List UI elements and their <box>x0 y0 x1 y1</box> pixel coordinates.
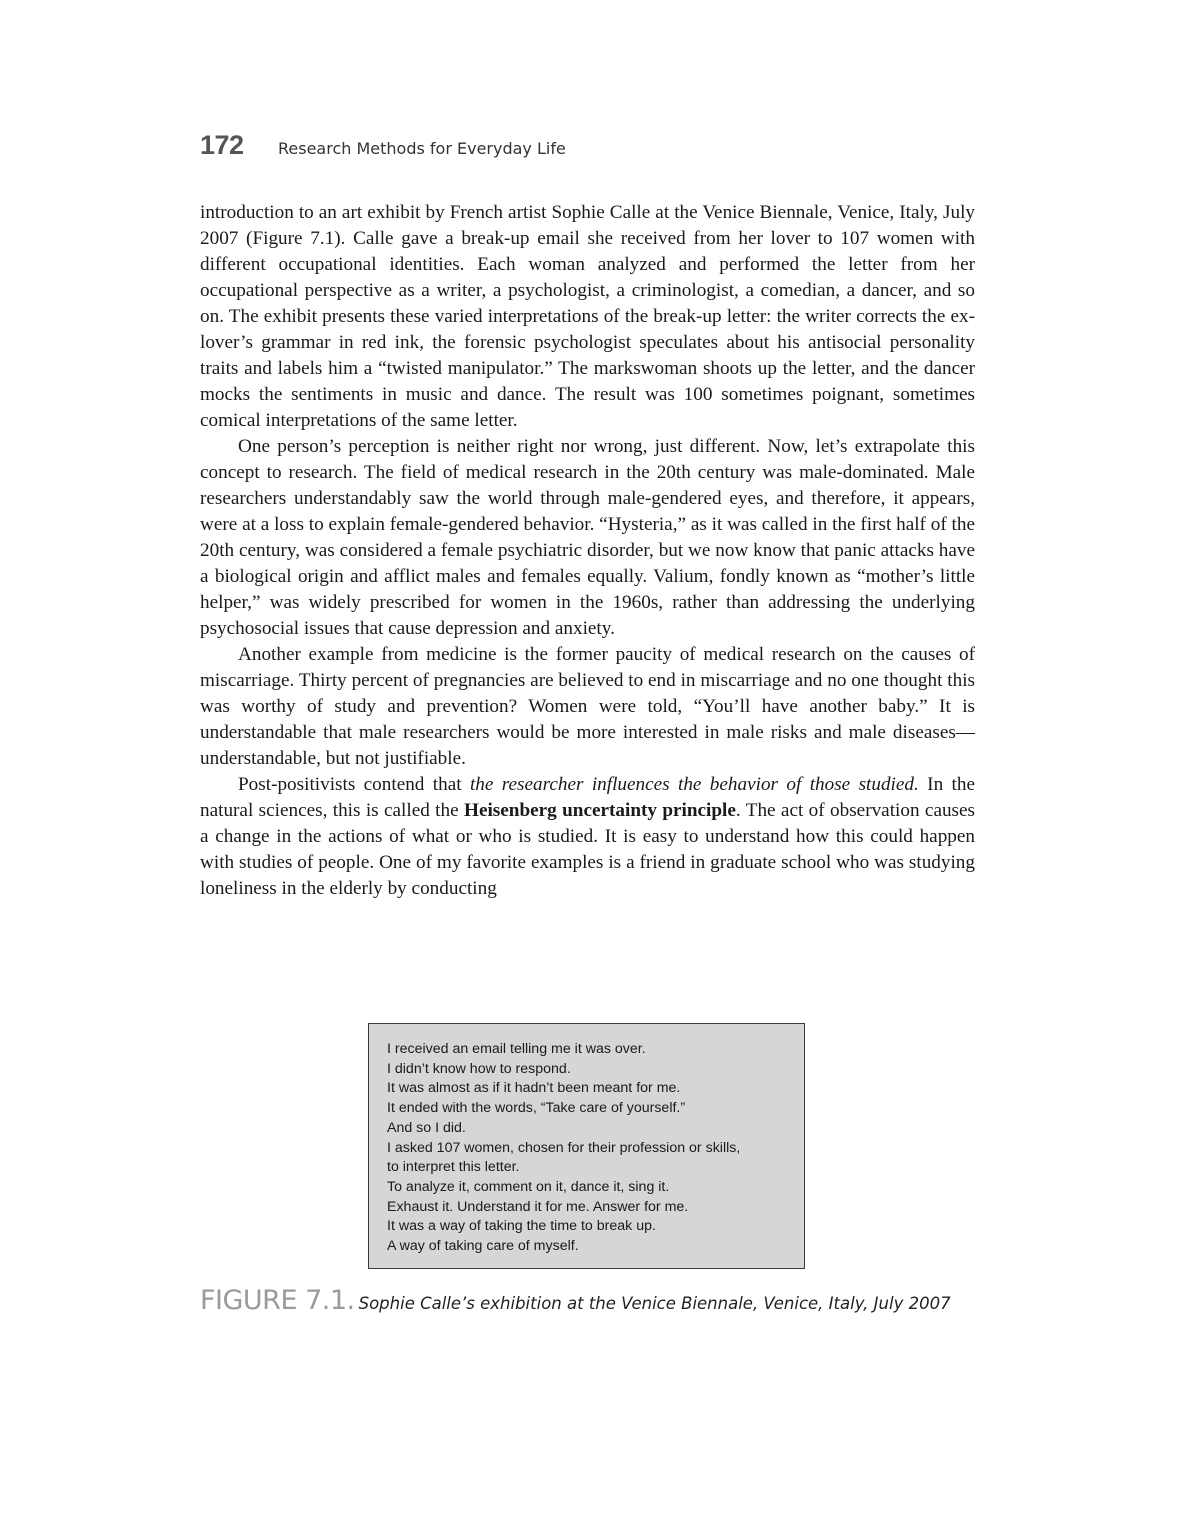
paragraph-4-italic: the researcher influences the behavior of those studied. <box>469 774 919 795</box>
paragraph-1: introduction to an art exhibit by French artist Sophie Calle at the Venice Biennale, Venice, Italy, July 2007 (Figure 7.1). Calle gave a break-up email she received from her lover to 107 women with different occupational identities. Each woman analyzed and performed the letter from her occupational perspective as a writer, a psychologist, a criminologist, a comedian, a dancer, and so on. The exhibit presents these varied interpretations of the break-up letter: the writer corrects the ex-lover’s grammar in red ink, the forensic psychologist speculates about his antisocial personality traits and labels him a “twisted manipulator.” The markswoman shoots up the letter, and the dancer mocks the sentiments in music and dance. The result was 100 sometimes poignant, sometimes comical interpretations of the same letter. <box>200 202 975 431</box>
paragraph-4 <box>200 772 975 902</box>
quote-line: It was a way of taking the time to break up. <box>387 1218 656 1235</box>
quote-line: And so I did. <box>387 1119 466 1136</box>
caption-text: Sophie Calle’s exhibition at the Venice Biennale, Venice, Italy, July 2007 <box>358 1294 951 1313</box>
quote-line: I asked 107 women, chosen for their profession or skills, <box>387 1139 741 1156</box>
quote-line: Exhaust it. Understand it for me. Answer for me. <box>387 1198 689 1215</box>
page-header <box>200 130 980 170</box>
figure-caption <box>200 1285 980 1318</box>
quote-line: to interpret this letter. <box>387 1159 520 1176</box>
quote-line: I didn’t know how to respond. <box>387 1060 571 1077</box>
heisenberg-term: Heisenberg uncertainty principle <box>464 800 736 821</box>
quote-line: It was almost as if it hadn’t been meant for me. <box>387 1080 681 1097</box>
quote-line: I received an email telling me it was over. <box>387 1041 646 1057</box>
paragraph-4-start: Post-positivists contend that <box>238 774 470 795</box>
quote-line: To analyze it, comment on it, dance it, sing it. <box>387 1178 670 1195</box>
body-text <box>200 200 975 902</box>
paragraph-2: One person’s perception is neither right nor wrong, just different. Now, let’s extrapolate this concept to research. The field of medical research in the 20th century was male-dominated. Male researchers understandably saw the world through male-gendered eyes, and therefore, it appears, were at a loss to explain female-gendered behavior. “Hysteria,” as it was called in the first half of the 20th century, was considered a female psychiatric disorder, but we now know that panic attacks have a biological origin and afflict males and females equally. Valium, fondly known as “mother’s little helper,” was widely prescribed for women in the 1960s, rather than addressing the underlying psychosocial issues that cause depression and anxiety. <box>200 436 975 639</box>
page-number: 172 <box>200 130 244 160</box>
quote-line: It ended with the words, “Take care of yourself.” <box>387 1100 686 1117</box>
running-head: Research Methods for Everyday Life <box>278 139 566 158</box>
paragraph-4-end: . The act of observation causes a change in the actions of what or who is studied. It is easy to understand how this could happen with studies of people. One of my favorite examples is a friend in graduate school who was studying loneliness in the elderly by conducting <box>200 800 975 899</box>
paragraph-4-middle: In the natural sciences, this is called the <box>200 774 975 821</box>
figure-label: FIGURE 7.1. <box>200 1285 355 1316</box>
quote-line: A way of taking care of myself. <box>387 1238 579 1255</box>
paragraph-3: Another example from medicine is the former paucity of medical research on the causes of miscarriage. Thirty percent of pregnancies are believed to end in miscarriage and no one thought this was worthy of study and prevention? Women were told, “You’ll have another baby.” It is understandable that male researchers would be more interested in male risks and male diseases—understandable, but not justifiable. <box>200 644 975 769</box>
figure-quote-box <box>368 1023 805 1269</box>
